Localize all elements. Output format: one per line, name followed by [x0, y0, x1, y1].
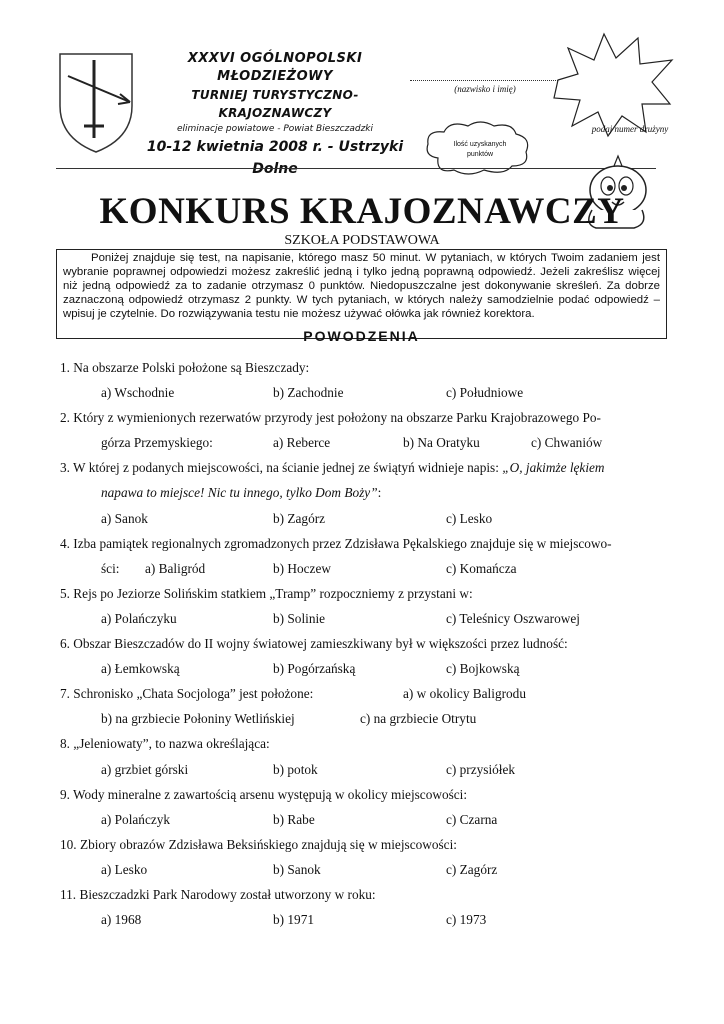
- event-title-line1: XXXVI OGÓLNOPOLSKI MŁODZIEŻOWY: [187, 51, 363, 84]
- q6-option-a[interactable]: a) Łemkowską: [101, 661, 180, 676]
- question-6: 6. Obszar Bieszczadów do II wojny światowej zamieszkiwany był w większości przez ludność:: [60, 636, 568, 651]
- q6-option-c[interactable]: c) Bojkowską: [446, 661, 520, 676]
- emblem-shield-icon: [56, 46, 136, 156]
- q10-option-a[interactable]: a) Lesko: [101, 862, 148, 877]
- question-3-quote: „O, jakimże lękiem: [502, 460, 605, 475]
- question-2: 2. Który z wymienionych rezerwatów przyrody jest położony na obszarze Parku Krajobrazowego Po-: [60, 410, 601, 425]
- q6-option-b[interactable]: b) Pogórzańską: [273, 661, 356, 676]
- team-number-label: podaj numer drużyny: [591, 124, 669, 134]
- q1-option-c[interactable]: c) Południowe: [446, 385, 524, 400]
- question-4-cont: ści:: [101, 561, 120, 576]
- q11-option-c[interactable]: c) 1973: [446, 912, 487, 927]
- points-box[interactable]: [430, 140, 530, 160]
- q7-option-c[interactable]: c) na grzbiecie Otrytu: [360, 711, 477, 726]
- q9-option-a[interactable]: a) Polańczyk: [101, 812, 171, 827]
- q1-option-a[interactable]: a) Wschodnie: [101, 385, 175, 400]
- question-4: 4. Izba pamiątek regionalnych zgromadzonych przez Zdzisława Pękalskiego znajduje się w miejscowo-: [60, 536, 612, 551]
- question-10: 10. Zbiory obrazów Zdzisława Beksińskiego znajdują się w miejscowości:: [60, 837, 457, 852]
- event-date-place: 10-12 kwietnia 2008 r. - Ustrzyki Dolne: [146, 139, 404, 177]
- question-9: 9. Wody mineralne z zawartością arsenu występują w okolicy miejscowości:: [60, 787, 468, 802]
- q8-option-c[interactable]: c) przysiółek: [446, 762, 516, 777]
- question-11: 11. Bieszczadzki Park Narodowy został utworzony w roku:: [60, 887, 376, 902]
- q5-option-b[interactable]: b) Solinie: [273, 611, 326, 626]
- points-label-2: punktów: [466, 151, 494, 158]
- page-subtitle: SZKOŁA PODSTAWOWA: [284, 233, 440, 248]
- instructions-text: Poniżej znajduje się test, na napisanie, którego masz 50 minut. W pytaniach, w których Twoim zadaniem jest wybranie poprawnej odpowiedzi możesz zakreślić jedną i tylko jedną poprawną odpowiedź. Jeżeli zakreślisz więcej niż jedną odpowiedź za to zadanie otrzymasz 0 punktów. Niedopuszczalne jest dokonywanie skreśleń. Za dobrze zaznaczoną odpowiedź otrzymasz 2 punkty. W tych pytaniach, w których należy samodzielnie podać odpowiedź – wpisuj je czytelnie. Do rozwiązywania testu nie możesz używać ołówka jak również korektora.: [63, 252, 660, 320]
- q3-option-c[interactable]: c) Lesko: [446, 511, 493, 526]
- event-title-line3: eliminacje powiatowe - Powiat Bieszczadzki: [176, 124, 374, 134]
- q2-option-c[interactable]: c) Chwaniów: [531, 435, 603, 450]
- question-3-colon: :: [377, 485, 382, 500]
- header-divider: [56, 168, 656, 169]
- question-3-quote-2: napawa to miejsce! Nic tu innego, tylko Dom Boży”: [101, 485, 378, 500]
- q8-option-b[interactable]: b) potok: [273, 762, 318, 777]
- q4-option-c[interactable]: c) Komańcza: [446, 561, 517, 576]
- q1-option-b[interactable]: b) Zachodnie: [273, 385, 344, 400]
- q3-option-b[interactable]: b) Zagórz: [273, 511, 326, 526]
- q2-option-b[interactable]: b) Na Oratyku: [403, 435, 480, 450]
- name-field-label: (nazwisko i imię): [454, 84, 516, 94]
- question-3: [60, 455, 670, 480]
- q9-option-b[interactable]: b) Rabe: [273, 812, 315, 827]
- q4-option-a[interactable]: a) Baligród: [145, 561, 206, 576]
- q5-option-a[interactable]: a) Polańczyku: [101, 611, 177, 626]
- q7-option-a[interactable]: a) w okolicy Baligrodu: [403, 686, 526, 701]
- points-label: Ilość uzyskanych: [453, 141, 507, 148]
- question-1: 1. Na obszarze Polski położone są Bieszczady:: [60, 360, 310, 375]
- event-title: [140, 50, 410, 180]
- question-7: 7. Schronisko „Chata Socjologa” jest położone:: [60, 686, 314, 701]
- page-title: KONKURS KRAJOZNAWCZY: [99, 191, 625, 232]
- name-field-line[interactable]: [410, 72, 560, 81]
- question-5: 5. Rejs po Jeziorze Solińskim statkiem „Tramp” rozpoczniemy z przystani w:: [60, 586, 473, 601]
- q3-option-a[interactable]: a) Sanok: [101, 511, 148, 526]
- question-8: 8. „Jeleniowaty”, to nazwa określająca:: [60, 736, 270, 751]
- event-title-line2: TURNIEJ TURYSTYCZNO-KRAJOZNAWCZY: [191, 88, 359, 120]
- q11-option-a[interactable]: a) 1968: [101, 912, 142, 927]
- q4-option-b[interactable]: b) Hoczew: [273, 561, 331, 576]
- q2-option-a[interactable]: a) Reberce: [273, 435, 331, 450]
- q10-option-c[interactable]: c) Zagórz: [446, 862, 498, 877]
- q7-option-b[interactable]: b) na grzbiecie Połoniny Wetlińskiej: [101, 711, 295, 726]
- question-3-cont: [101, 480, 381, 505]
- question-3-text: 3. W której z podanych miejscowości, na ścianie jednej ze świątyń widnieje napis:: [60, 460, 499, 475]
- q9-option-c[interactable]: c) Czarna: [446, 812, 498, 827]
- good-luck-text: POWODZENIA: [303, 328, 420, 344]
- q11-option-b[interactable]: b) 1971: [273, 912, 314, 927]
- instructions-box: [56, 249, 667, 339]
- q10-option-b[interactable]: b) Sanok: [273, 862, 321, 877]
- q5-option-c[interactable]: c) Teleśnicy Oszwarowej: [446, 611, 580, 626]
- q8-option-a[interactable]: a) grzbiet górski: [101, 762, 189, 777]
- question-2-cont: górza Przemyskiego:: [101, 435, 213, 450]
